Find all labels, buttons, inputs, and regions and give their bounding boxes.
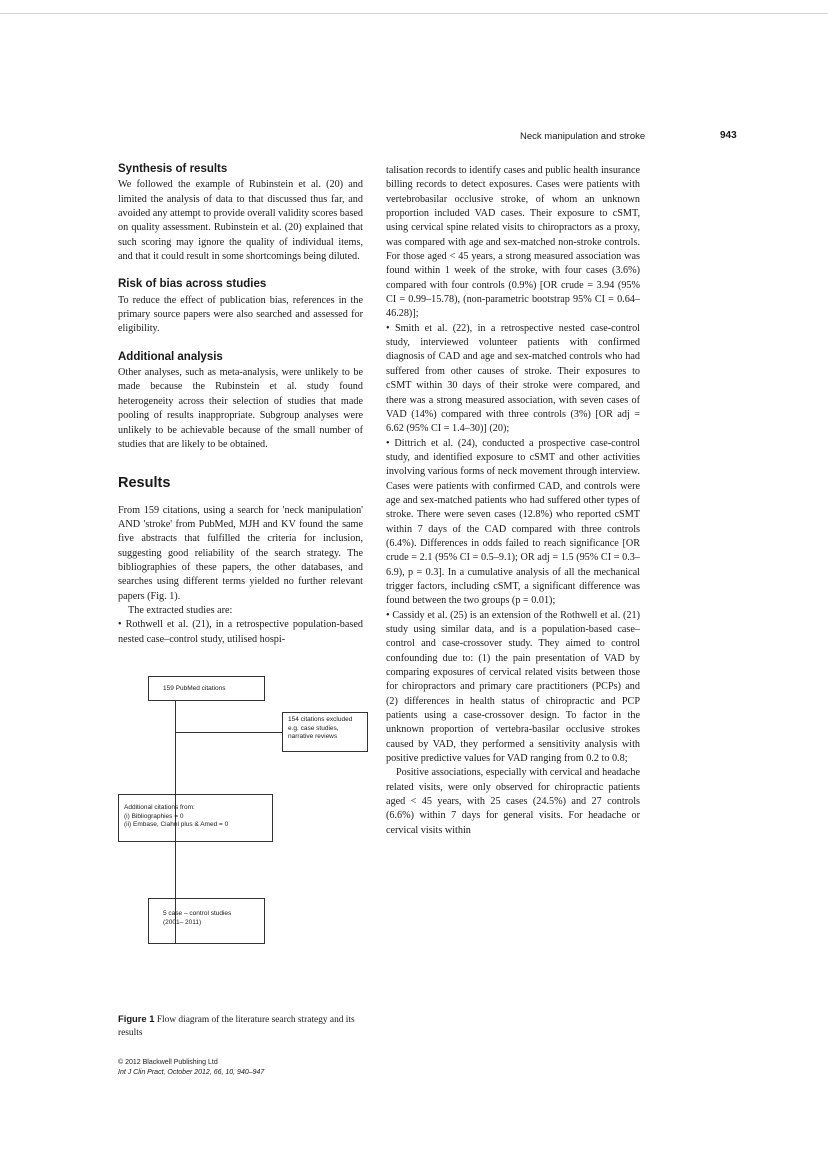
results-heading: Results [118,475,171,492]
dittrich-bullet: • Dittrich et al. (24), conducted a prospective case-control study, and identified exposure to cSMT and other activities involving various forms of neck movement through interview. Cases were patients with confirmed CAD, and controls were age and sex-matched patients who had suffered other types of stroke. There were seven cases (12.8%) who reported cSMT within 7 days of the CAD compared with three controls (6.4%). Differences in odds failed to reach significance [OR crude = 2.1 (95% CI = 0.5–9.1); OR adj = 1.5 (95% CI = 0.3–6.9), p = 0.3]. In a cumulative analysis of all the mechanical trigger factors, including cSMT, a significant difference was found between the two groups (p = 0.01); [386,437,640,607]
smith-bullet: • Smith et al. (22), in a retrospective nested case-control study, interviewed volunteer patients with confirmed diagnosis of CAD and age and sex-matched controls who had suffered from other causes of stroke. Their exposures to cSMT within 30 days of their stroke were compared, and there was a strong measured association, with seven cases of VAD (14%) compared with three controls (3%) [OR adj = 6.62 (95% CI = 1.4–30)] (20); [386,322,640,435]
included-line-2: (2001– 2011) [163,918,202,926]
flow-branch-right [175,732,282,733]
excluded-line-1: 154 citations excluded [288,716,353,723]
risk-of-bias-paragraph: To reduce the effect of publication bias, references in the primary source papers were also searched and assessed for eligibility. [118,294,363,335]
right-column [386,164,640,838]
positive-associations-paragraph: Positive associations, especially with cervical and headache related visits, were only observed for chiropractic patients aged < 45 years, with 25 cases (24.5%) and 27 controls (6.6%) within 7 days for general visits. For headache or cervical visits within [386,767,640,836]
caption-label: Figure 1 [118,1013,155,1024]
excluded-line-3: narrative reviews [288,733,338,740]
box-additional-citations [118,794,273,842]
rothwell-bullet: • Rothwell et al. (21), in a retrospective population-based nested case–control study, utilised hospi- [118,619,363,645]
citation-line: Int J Clin Pract, October 2012, 66, 10, 940–947 [118,1068,265,1076]
additional-line-2: (i) Bibliographies = 0 [124,812,184,820]
synthesis-heading: Synthesis of results [118,163,228,175]
flow-diagram [118,676,368,1006]
rothwell-continuation: talisation records to identify cases and public health insurance billing records to detect exposures. Cases were patients with vertebrobasilar occlusive stroke, of whom an unknown proportion included VAD cases. Their exposure to cSMT, using cervical spine related visits to chiropractors as a proxy, was compared with age and sex-matched non-stroke controls. For those aged < 45 years, a strong measured association was found within 1 week of the stroke, with four cases (3.6%) compared with four controls (0.9%) [OR crude = 3.94 (95% CI = 0.99–15.78), (non-parametric bootstrap 95% CI = 0.64–46.28)]; [386,165,640,320]
additional-analysis-heading: Additional analysis [118,350,223,363]
box-pubmed-label: 159 PubMed citations [163,685,226,692]
synthesis-paragraph: We followed the example of Rubinstein et al. (20) and limited the analysis of data to that discussed thus far, and avoided any attempt to provide overall validity scores based on quality assessment. Rubinstein et al. (20) explained that such scoring may ignore the quality of individual items, and that it could result in some shortcomings being diluted. [118,179,363,263]
box-included-studies [148,898,265,944]
additional-line-3: (ii) Embase, Ciahnl plus & Amed = 0 [124,821,229,828]
results-paragraph: From 159 citations, using a search for 'neck manipulation' AND 'stroke' from PubMed, MJH and KV found the same five abstracts that fulfilled the criteria for inclusion, suggesting good reliability of the search strategy. The bibliographies of these papers, the other databases, and searches using different terms yielded no further relevant papers (Fig. 1). [118,504,363,602]
additional-line-1: Additional citations from: [124,804,195,811]
included-line-1: 5 case – control studies [163,910,232,917]
additional-analysis-paragraph: Other analyses, such as meta-analysis, were unlikely to be made because the Rubinstein et al. study found heterogeneity across their selection of studies that made pooling of results inappropriate. Subgroup analyses were unlikely to be achievable because of the small number of studies that are likely to be obtained. [118,367,363,450]
top-rule [0,13,828,14]
excluded-line-2: e.g. case studies, [288,724,339,732]
running-title: Neck manipulation and stroke [520,131,646,142]
risk-of-bias-heading: Risk of bias across studies [118,278,267,291]
page-number: 943 [720,130,737,141]
caption-text: Flow diagram of the literature search strategy and its results [118,1015,355,1038]
left-column [118,162,363,647]
copyright-line: © 2012 Blackwell Publishing Ltd [118,1059,218,1066]
cassidy-bullet: • Cassidy et al. (25) is an extension of the Rothwell et al. (21) study using similar data, and is a population-based case–control and case-crossover study. They aimed to control confounding due to: (1) the pain presentation of VAD by comparing exposures of cervical related visits between those for chiropractors and primary care practitioners (PCPs) and (2) differences in health status of chiropractic and PCP patients using a case-crossover design. To factor in the unknown proportion of vertebra-basilar occlusive strokes caused by VAD, they performed a sensitivity analysis with positive predictive values for VAD ranging from 0.2 to 0.8; [386,609,640,765]
box-pubmed-citations [148,676,265,701]
results-intro: The extracted studies are: [128,604,233,616]
page-footer [118,1058,264,1077]
box-excluded-citations [282,712,368,752]
figure-caption [118,1012,368,1040]
